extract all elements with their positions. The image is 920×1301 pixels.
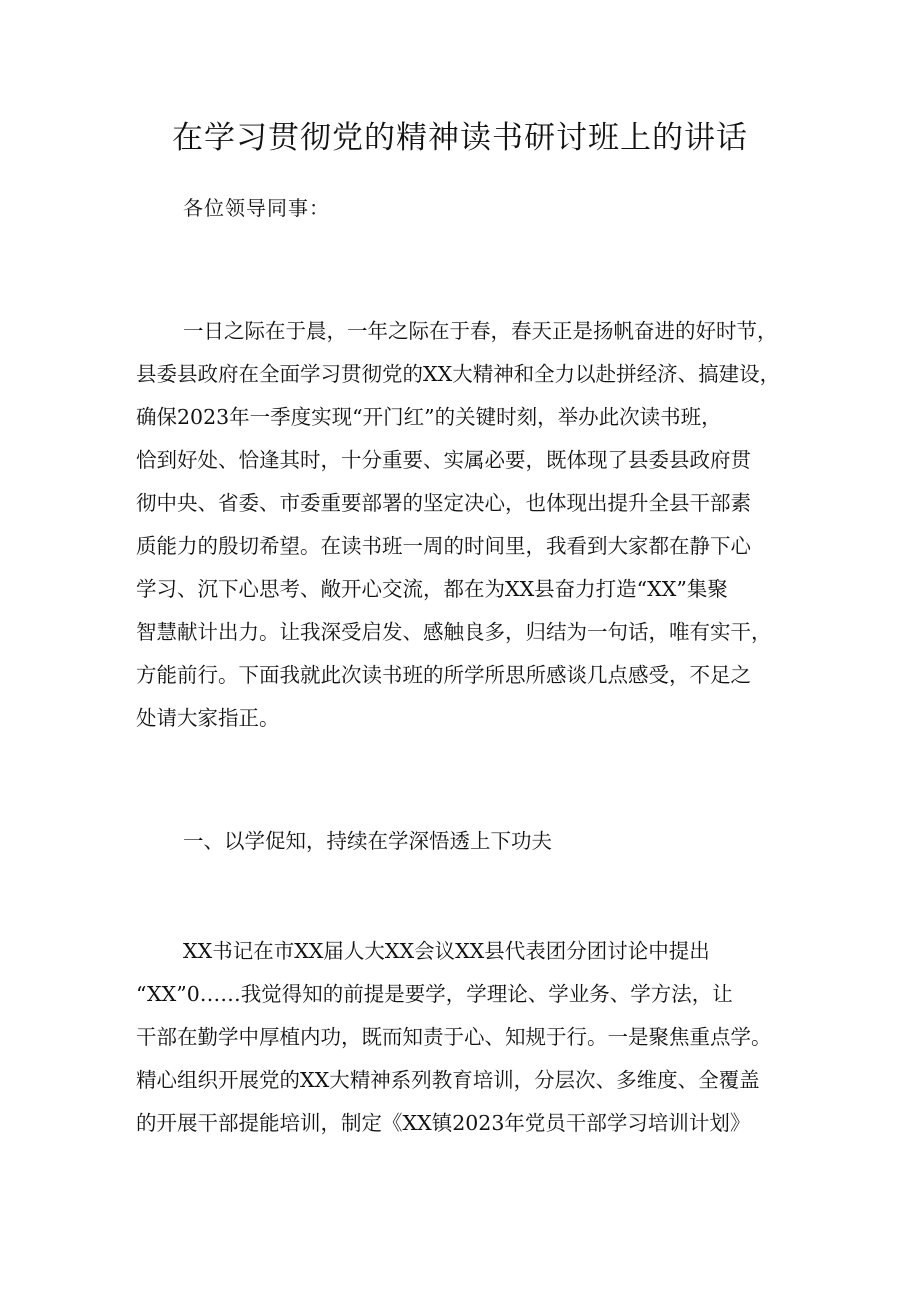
paragraph-line: 一日之际在于晨，一年之际在于春，春天正是扬帆奋进的好时节， bbox=[183, 319, 778, 343]
paragraph-line: 处请大家指正。 bbox=[136, 706, 280, 730]
document-title: 在学习贯彻党的精神读书研讨班上的讲话 bbox=[172, 120, 748, 156]
paragraph-line: 方能前行。下面我就此次读书班的所学所思所感谈几点感受，不足之 bbox=[136, 663, 751, 687]
paragraph-line: “XX”0……我觉得知的前提是要学，学理论、学业务、学方法，让 bbox=[136, 982, 733, 1006]
paragraph-line: 确保2023年一季度实现“开门红”的关键时刻，举办此次读书班， bbox=[136, 405, 722, 429]
paragraph-line: 质能力的殷切希望。在读书班一周的时间里，我看到大家都在静下心 bbox=[136, 534, 751, 558]
paragraph-line: 恰到好处、恰逢其时，十分重要、实属必要，既体现了县委县政府贯 bbox=[136, 448, 751, 472]
paragraph-line: XX书记在市XX届人大XX会议XX县代表团分团讨论中提出 bbox=[183, 939, 710, 963]
paragraph-line: 学习、沉下心思考、敞开心交流，都在为XX县奋力打造“XX”集聚 bbox=[136, 577, 728, 601]
section-heading: 一、以学促知，持续在学深悟透上下功夫 bbox=[183, 829, 552, 853]
paragraph-line: 精心组织开展党的XX大精神系列教育培训，分层次、多维度、全覆盖 bbox=[136, 1068, 760, 1092]
paragraph-line: 智慧献计出力。让我深受启发、感触良多，归结为一句话，唯有实干， bbox=[136, 620, 772, 644]
paragraph-line: 县委县政府在全面学习贯彻党的XX大精神和全力以赴拼经济、搞建设， bbox=[136, 362, 781, 386]
paragraph-line: 彻中央、省委、市委重要部署的坚定决心，也体现出提升全县干部素 bbox=[136, 491, 751, 515]
salutation: 各位领导同事： bbox=[183, 196, 330, 220]
paragraph-line: 的开展干部提能培训，制定《XX镇2023年党员干部学习培训计划》 bbox=[136, 1111, 751, 1135]
paragraph-line: 干部在勤学中厚植内功，既而知责于心、知规于行。一是聚焦重点学。 bbox=[136, 1025, 772, 1049]
